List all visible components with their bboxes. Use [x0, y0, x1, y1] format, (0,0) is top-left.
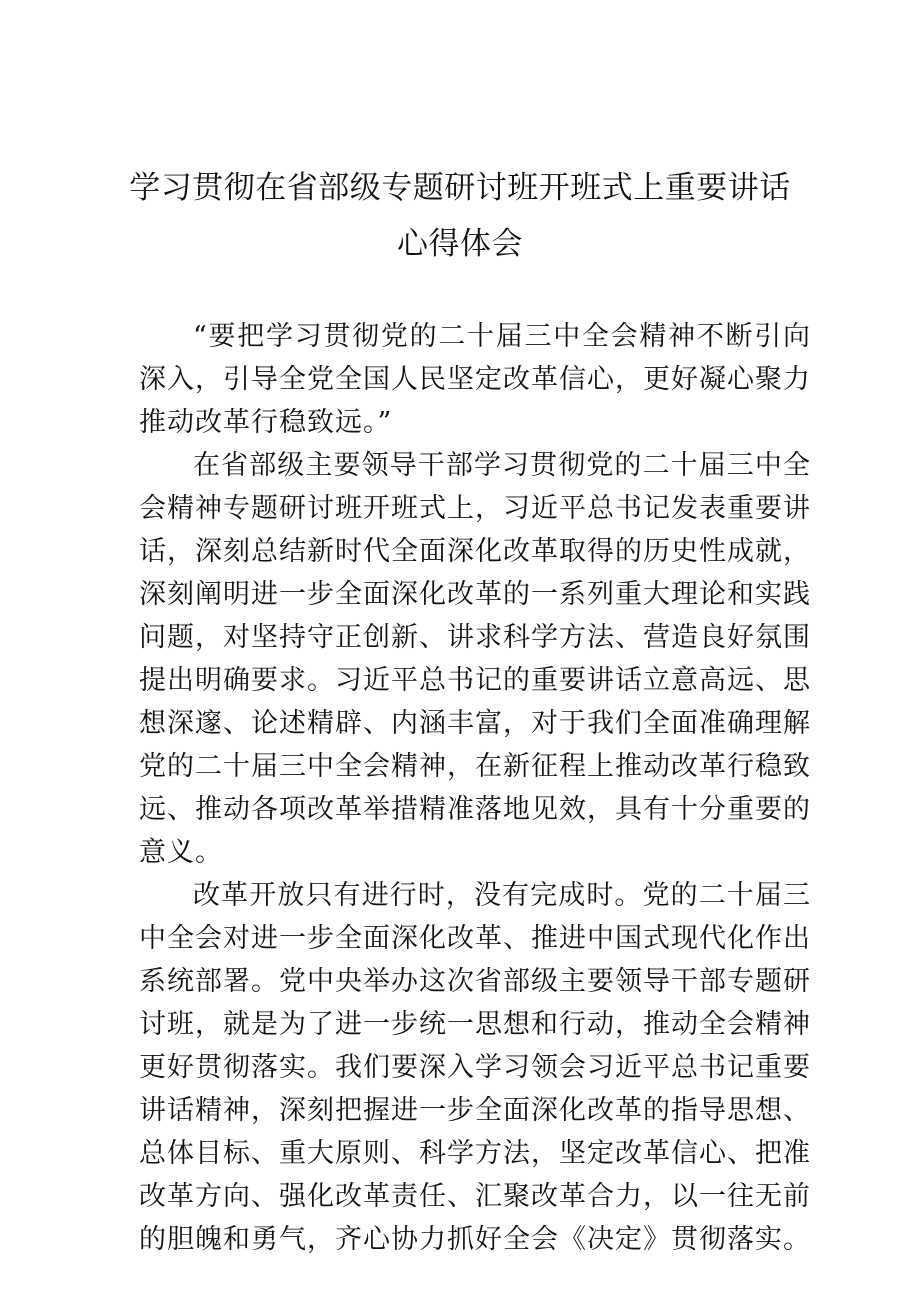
paragraph-reform-deployment: 改革开放只有进行时，没有完成时。党的二十届三中全会对进一步全面深化改革、推进中国式现代化作出系统部署。党中央举办这次省部级主要领导干部专题研讨班，就是为了进一步统一思想和行动，推动全会精神更好贯彻落实。我们要深入学习领会习近平总书记重要讲话精神，深刻把握进一步全面深化改革的指导思想、总体目标、重大原则、科学方法，坚定改革信心、把准改革方向、强化改革责任、汇聚改革合力，以一往无前的胆魄和勇气，齐心协力抓好全会《决定》贯彻落实。	[139, 880, 811, 1255]
paragraph-quote: “要把学习贯彻党的二十届三中全会精神不断引向深入，引导全党全国人民坚定改革信心，更好凝心聚力推动改革行稳致远。”	[139, 321, 811, 438]
document-body	[139, 315, 811, 1261]
document-title: 学习贯彻在省部级专题研讨班开班式上重要讲话心得体会	[129, 170, 791, 262]
paragraph-speech-summary: 在省部级主要领导干部学习贯彻党的二十届三中全会精神专题研讨班开班式上，习近平总书记发表重要讲话，深刻总结新时代全面深化改革取得的历史性成就，深刻阐明进一步全面深化改革的一系列重大理论和实践问题，对坚持守正创新、讲求科学方法、营造良好氛围提出明确要求。习近平总书记的重要讲话立意高远、思想深邃、论述精辟、内涵丰富，对于我们全面准确理解党的二十届三中全会精神，在新征程上推动改革行稳致远、推动各项改革举措精准落地见效，具有十分重要的意义。	[139, 450, 811, 868]
